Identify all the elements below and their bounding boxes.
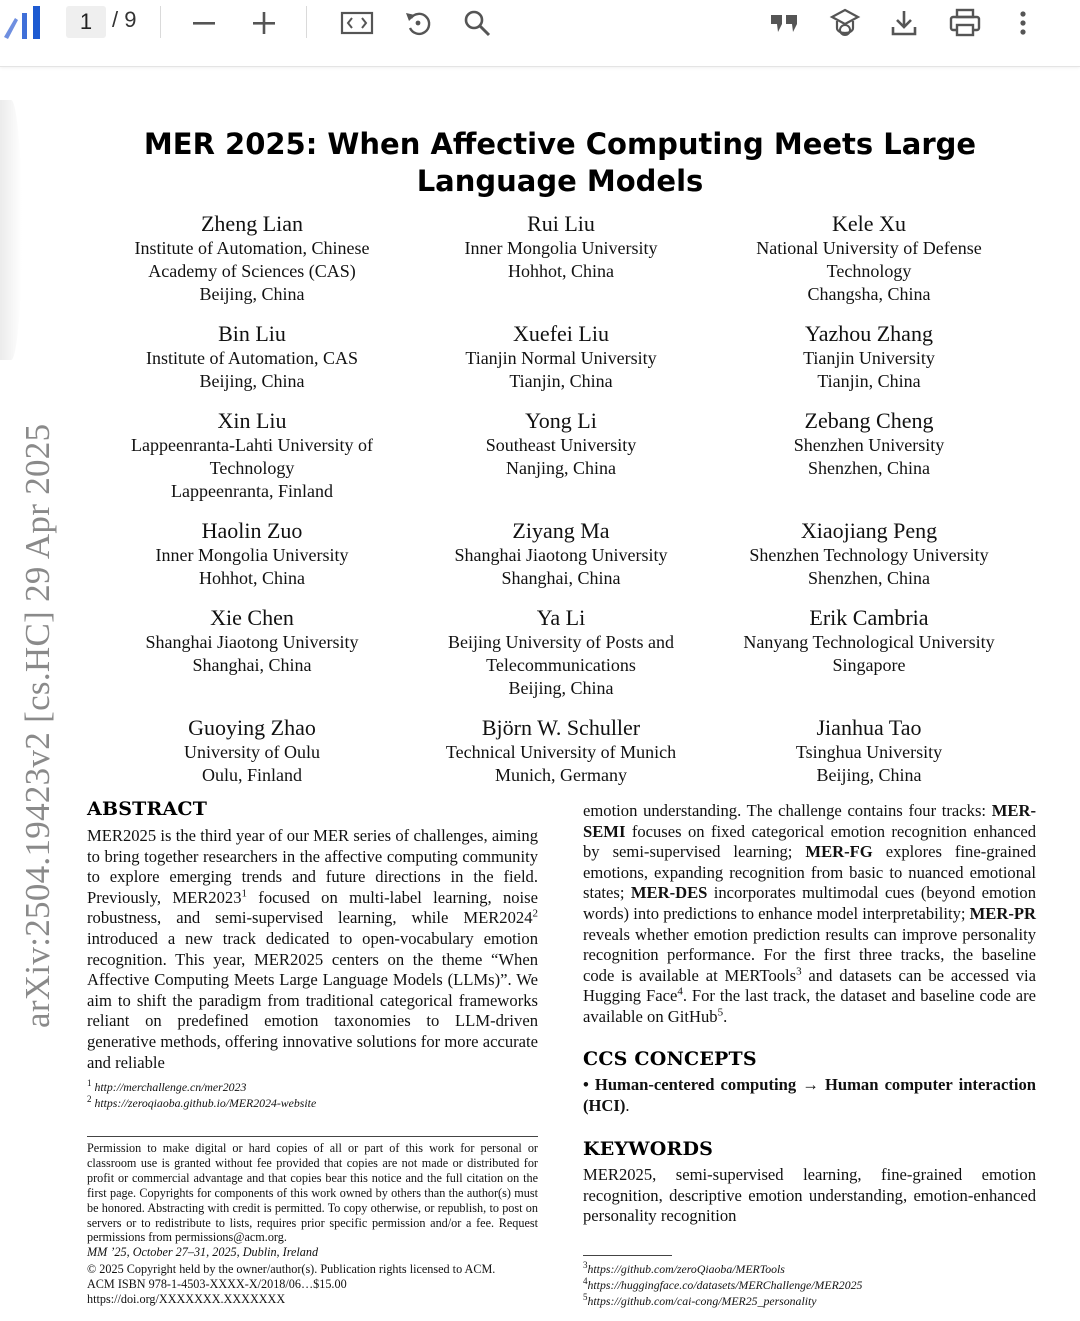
fit-page-icon[interactable] — [338, 7, 376, 39]
track-name: MER-DES — [630, 883, 708, 903]
author-name: Ya Li — [536, 605, 586, 630]
paper-title: MER 2025: When Affective Computing Meets Large Language Models — [143, 127, 977, 198]
author-location: Oulu, Finland — [201, 764, 302, 785]
footnote-item — [87, 1095, 538, 1111]
footnotes-left — [87, 1079, 538, 1111]
author-location: Shanghai, China — [192, 654, 312, 675]
author-block — [699, 518, 1039, 590]
author-block — [699, 211, 1039, 305]
author-name: Haolin Zuo — [201, 518, 303, 543]
toolbar-divider — [160, 6, 161, 38]
footnote-number: 2 — [87, 1094, 92, 1105]
author-block — [391, 211, 731, 283]
author-affiliation: Inner Mongolia University — [464, 238, 658, 258]
author-name: Ziyang Ma — [512, 518, 610, 543]
text-part: and datasets can be accessed via Hugging Face — [583, 965, 1036, 1006]
ccs-text — [583, 1075, 1036, 1116]
author-name: Zebang Cheng — [804, 408, 934, 433]
author-block — [391, 321, 731, 393]
author-location: Tianjin, China — [817, 370, 921, 391]
doi-link[interactable]: https://doi.org/XXXXXXX.XXXXXXX — [87, 1292, 286, 1307]
author-affiliation: Shenzhen Technology University — [749, 545, 989, 565]
author-name: Yazhou Zhang — [805, 321, 933, 346]
footnote-link[interactable]: http://merchallenge.cn/mer2023 — [94, 1080, 247, 1094]
author-location: Beijing, China — [199, 370, 305, 391]
venue-text: MM ’25, October 27–31, 2025, Dublin, Ireland — [87, 1245, 319, 1260]
author-name: Björn W. Schuller — [481, 715, 641, 740]
author-block — [699, 408, 1039, 480]
author-location: Tianjin, China — [509, 370, 613, 391]
ccs-heading: CCS CONCEPTS — [583, 1048, 757, 1070]
footnote-link[interactable]: https://github.com/cai-cong/MER25_personality — [587, 1294, 817, 1308]
ccs-section — [583, 1048, 1036, 1116]
ccs-concept: • Human-centered computing → Human computer interaction (HCI) — [583, 1075, 1036, 1115]
abstract-part: introduced a new track dedicated to open-vocabulary emotion recognition. This year, MER2025 centers on the theme “When Affective Computing Meets Large Language Models (LLMs)”. We aim to shift the paradigm from traditional categorical frameworks reliant on predefined emotion taxonomies to LLM-driven generative methods, offering innovative solutions for more accurate and reliable — [87, 928, 538, 1072]
author-name: Xie Chen — [210, 605, 294, 630]
author-location: Beijing, China — [816, 764, 922, 785]
author-location: Singapore — [832, 654, 906, 675]
footnote-marker: 4 — [677, 985, 683, 998]
track-name: MER-SEMI — [583, 801, 1036, 841]
author-affiliation: Shanghai Jiaotong University — [145, 632, 359, 652]
keywords-section — [583, 1138, 1036, 1227]
author-location: Shenzhen, China — [808, 457, 930, 478]
footnote-number: 3 — [583, 1260, 588, 1271]
footnote-link[interactable]: https://huggingface.co/datasets/MERChallenge/MER2025 — [587, 1278, 863, 1292]
author-name: Xin Liu — [217, 408, 287, 433]
author-name: Xuefei Liu — [513, 321, 609, 346]
author-block — [82, 211, 422, 305]
immersive-reader-icon[interactable] — [826, 4, 864, 42]
footnote-divider — [583, 1255, 672, 1256]
abstract-part: focused on multi-label learning, noise robustness, and semi-supervised learning, while MER2024 — [87, 887, 538, 928]
footnote-number: 5 — [583, 1292, 588, 1303]
left-column — [87, 798, 538, 1073]
author-block — [699, 321, 1039, 393]
right-column-text — [583, 801, 1036, 1028]
author-affiliation: Shanghai Jiaotong University — [454, 545, 668, 565]
download-icon[interactable] — [886, 5, 922, 41]
author-block — [699, 605, 1039, 677]
author-affiliation: Nanyang Technological University — [743, 632, 995, 652]
author-name: Xiaojiang Peng — [800, 518, 938, 543]
author-block — [82, 605, 422, 677]
keywords-text: MER2025, semi-supervised learning, fine-grained emotion recognition, descriptive emotion understanding, emotion-enhanced personality recognition — [583, 1165, 1036, 1226]
text-part: . For the last track, the dataset and baseline code are available on GitHub — [583, 986, 1036, 1026]
sidebar-icon[interactable] — [0, 4, 48, 40]
author-affiliation: Telecommunications — [486, 654, 636, 675]
isbn-text: ACM ISBN 978-1-4503-XXXX-X/2018/06…$15.00 — [87, 1277, 347, 1292]
author-affiliation: Beijing University of Posts and — [448, 632, 674, 652]
page-number-input[interactable]: 1 — [66, 6, 106, 38]
author-affiliation: Technology — [209, 457, 295, 478]
author-affiliation: Tsinghua University — [795, 742, 943, 762]
author-block — [82, 408, 422, 502]
author-location: Munich, Germany — [495, 764, 627, 785]
toolbar-divider — [306, 6, 307, 38]
page-fold-shadow — [0, 100, 22, 360]
author-affiliation: Technology — [826, 260, 912, 281]
zoom-in-icon[interactable] — [248, 8, 280, 38]
text-part: reveals whether emotion prediction results can improve personality recognition performance. For the first three tracks, the baseline code is available at MERTools — [583, 924, 1036, 985]
author-block — [82, 321, 422, 393]
footnote-item — [583, 1293, 1036, 1309]
author-affiliation: National University of Defense — [756, 238, 982, 258]
author-affiliation: Southeast University — [485, 435, 637, 455]
more-options-icon[interactable] — [1008, 5, 1038, 41]
text-part: explores fine-grained emotions, expanding recognition from basic to nuanced emotional states; — [583, 842, 1036, 903]
author-location: Hohhot, China — [508, 260, 614, 281]
author-name: Kele Xu — [832, 211, 906, 236]
author-block — [82, 715, 422, 787]
author-affiliation: University of Oulu — [184, 742, 320, 762]
author-block — [391, 715, 731, 787]
author-block — [391, 408, 731, 480]
text-part: focuses on fixed categorical emotion recognition enhanced by semi-supervised learning; — [583, 821, 1036, 862]
footnote-link[interactable]: https://github.com/zeroQiaoba/MERTools — [587, 1262, 785, 1276]
arxiv-identifier-stamp: arXiv:2504.19423v2 [cs.HC] 29 Apr 2025 — [18, 423, 57, 1028]
permission-divider — [87, 1136, 538, 1137]
text-part: . — [625, 1095, 630, 1115]
rotate-icon[interactable] — [400, 5, 436, 41]
track-name: MER-FG — [805, 842, 873, 862]
footnote-item — [583, 1261, 1036, 1277]
page-total: / 9 — [112, 7, 137, 32]
keywords-heading: KEYWORDS — [583, 1138, 714, 1160]
author-location: Changsha, China — [807, 283, 931, 304]
footnote-item — [87, 1079, 538, 1095]
footnote-marker: 3 — [796, 965, 802, 978]
author-name: Erik Cambria — [809, 605, 929, 630]
footnote-item — [583, 1277, 1036, 1293]
author-location: Nanjing, China — [506, 457, 616, 478]
author-name: Rui Liu — [527, 211, 595, 236]
abstract-text — [87, 826, 538, 1073]
abstract-part: MER2025 is the third year of our MER series of challenges, aiming to bring together researchers in the affective computing community to explore emerging trends and future directions in the field. Previously, MER2023 — [87, 826, 538, 907]
author-location: Shanghai, China — [501, 567, 621, 588]
author-location: Shenzhen, China — [808, 567, 930, 588]
copyright-text: © 2025 Copyright held by the owner/author(s). Publication rights licensed to ACM. — [87, 1262, 496, 1277]
footnote-link[interactable]: https://zeroqiaoba.github.io/MER2024-website — [94, 1096, 317, 1110]
footnote-number: 4 — [583, 1276, 588, 1287]
print-icon[interactable] — [946, 5, 984, 41]
permission-block — [87, 1141, 538, 1307]
text-part: . — [723, 1006, 728, 1026]
author-location: Lappeenranta, Finland — [171, 480, 333, 501]
author-name: Zheng Lian — [200, 211, 304, 236]
author-name: Yong Li — [525, 408, 597, 433]
author-block — [699, 715, 1039, 787]
pdf-toolbar — [0, 0, 1080, 67]
comment-icon[interactable] — [766, 6, 802, 40]
author-affiliation: Tianjin University — [803, 348, 935, 368]
author-affiliation: Lappeenranta-Lahti University of — [131, 435, 373, 455]
footnote-marker: 5 — [717, 1006, 724, 1019]
author-location: Beijing, China — [508, 677, 614, 698]
footnote-marker: 1 — [241, 887, 247, 900]
author-affiliation: Institute of Automation, Chinese — [134, 238, 370, 258]
author-affiliation: Academy of Sciences (CAS) — [148, 260, 356, 281]
author-name: Jianhua Tao — [816, 715, 922, 740]
author-block — [391, 518, 731, 590]
text-part: emotion understanding. The challenge contains four tracks: — [583, 801, 992, 820]
author-location: Hohhot, China — [199, 567, 305, 588]
author-affiliation: Shenzhen University — [793, 435, 945, 455]
author-affiliation: Institute of Automation, CAS — [145, 348, 358, 368]
author-name: Bin Liu — [218, 321, 286, 346]
author-block — [391, 605, 731, 699]
author-affiliation: Tianjin Normal University — [465, 348, 657, 368]
author-affiliation: Inner Mongolia University — [155, 545, 349, 565]
footnote-number: 1 — [87, 1078, 92, 1089]
author-location: Beijing, China — [199, 283, 305, 304]
footnotes-right — [583, 1261, 1036, 1309]
track-name: MER-PR — [969, 903, 1036, 923]
zoom-out-icon[interactable] — [188, 8, 220, 38]
author-name: Guoying Zhao — [188, 715, 316, 740]
footnote-marker: 2 — [532, 907, 538, 920]
text-part: incorporates multimodal cues (beyond emotion words) into predictions to enhance model interpretability; — [583, 883, 1037, 923]
author-affiliation: Technical University of Munich — [445, 742, 677, 762]
search-icon[interactable] — [460, 6, 494, 40]
permission-text: Permission to make digital or hard copies of all or part of this work for personal or classroom use is granted without fee provided that copies are not made or distributed for profit or commercial advantage and that copies bear this notice and the full citation on the first page. Copyrights for components of this work owned by others than the author(s) must be honored. Abstracting with credit is permitted. To copy otherwise, or republish, to post on servers or to redistribute to lists, requires prior specific permission and/or a fee. Request permissions from permissions@acm.org. — [87, 1141, 538, 1245]
abstract-heading: ABSTRACT — [87, 798, 208, 820]
author-block — [82, 518, 422, 590]
